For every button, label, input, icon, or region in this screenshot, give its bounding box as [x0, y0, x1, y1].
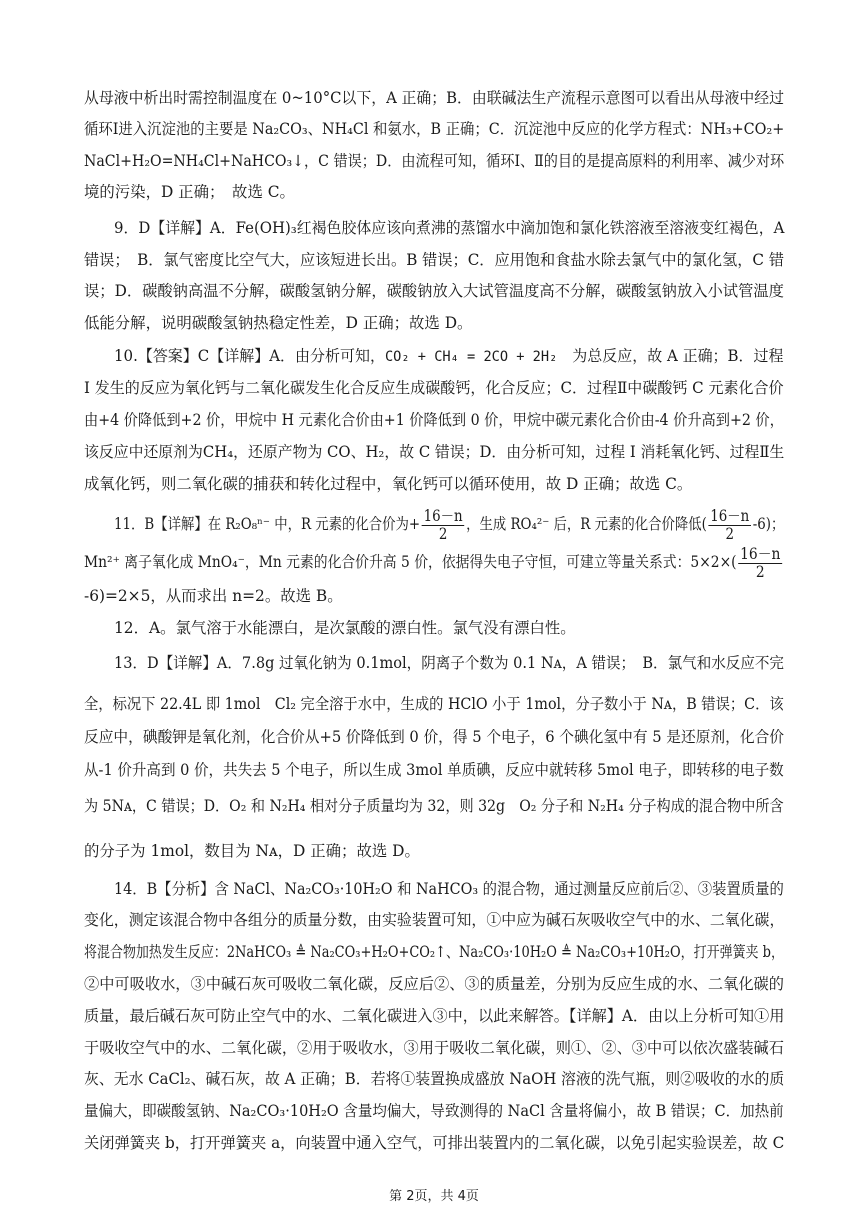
fraction — [738, 546, 782, 581]
text-line: 将混合物加热发生反应：2NaHCO₃ ≜ Na₂CO₃+H₂O+CO₂↑、Na₂CO₃·10H₂O ≜ Na₂CO₃+10H₂O，打开弹簧夹 b， — [84, 943, 784, 961]
text-line: 质量，最后碱石灰可防止空气中的水、二氧化碳进入③中，以此来解答。【详解】A．由以上分析可知①用 — [84, 1007, 785, 1025]
fraction — [422, 508, 464, 543]
answer-11 — [114, 505, 784, 543]
text-line: ②中可吸收水，③中碱石灰可吸收二氧化碳，反应后②、③的质量差，分别为反应生成的水、二氧化碳的 — [84, 975, 784, 993]
text-line: 灰、无水 CaCl₂、碱石灰，故 A 正确；B．若将①装置换成盛放 NaOH 溶液的洗气瓶，则②吸收的水的质 — [84, 1070, 785, 1088]
text-line: -6)=2×5，从而求出 n=2。故选 B。 — [84, 587, 343, 605]
fraction — [709, 508, 751, 543]
fraction-denominator: 2 — [755, 562, 765, 581]
fraction-denominator: 2 — [438, 524, 448, 543]
text-segment: 10.【答案】C【详解】A．由分析可知， — [114, 347, 385, 365]
text-line: NaCl+H₂O=NH₄Cl+NaHCO₃↓，C 错误；D．由流程可知，循环Ⅰ、Ⅱ的目的是提高原料的利用率、减少对环 — [84, 152, 785, 170]
text-line: 为 5Nᴀ，C 错误；D．O₂ 和 N₂H₄ 相对分子质量均为 32，则 32g O₂ 分子和 N₂H₄ 分子构成的混合物中所含 — [84, 797, 784, 815]
text-segment: -6)； — [752, 515, 785, 533]
text-line: 低能分解，说明碳酸氢钠热稳定性差，D 正确；故选 D。 — [84, 314, 473, 332]
answer-9: 9．D【详解】A．Fe(OH)₃红褐色胶体应该向煮沸的蒸馏水中滴加饱和氯化铁溶液至溶液变红褐色，A — [114, 219, 785, 237]
fraction-numerator: 16－n — [423, 506, 463, 525]
answer-12: 12．A。氯气溶于水能漂白，是次氯酸的漂白性。氯气没有漂白性。 — [114, 619, 576, 637]
text-line — [84, 543, 784, 581]
fraction-numerator: 16－n — [740, 544, 781, 563]
text-segment: 11．B【详解】在 R₂O₈ⁿ⁻ 中，R 元素的化合价为+ — [114, 515, 421, 533]
equation: CO₂ + CH₄ = 2CO + 2H₂ — [384, 349, 558, 365]
text-line: 反应中，碘酸钾是氧化剂，化合价从+5 价降低到 0 价，得 5 个电子，6 个碘化氢中有 5 是还原剂，化合价 — [84, 728, 785, 746]
page-footer: 第 2页，共 4页 — [389, 1189, 479, 1204]
fraction-denominator: 2 — [725, 524, 735, 543]
answer-13: 13．D【详解】A．7.8g 过氧化钠为 0.1mol，阴离子个数为 0.1 Nᴀ，A 错误； B．氯气和水反应不完 — [114, 654, 784, 672]
text-line: 由+4 价降低到+2 价，甲烷中 H 元素化合价由+1 价降低到 0 价，甲烷中碳元素化合价由-4 价升高到+2 价， — [84, 411, 784, 429]
fraction-numerator: 16－n — [710, 506, 750, 525]
text-line: 关闭弹簧夹 b，打开弹簧夹 a，向装置中通入空气，可排出装置内的二氧化碳，以免引起实验误差，故 C — [84, 1134, 785, 1152]
text-line: 从母液中析出时需控制温度在 0~10°C以下，A 正确；B．由联碱法生产流程示意图可以看出从母液中经过 — [84, 89, 784, 107]
text-line: 错误； B．氯气密度比空气大，应该短进长出。B 错误；C．应用饱和食盐水除去氯气中的氯化氢，C 错 — [84, 251, 785, 269]
text-line: 循环I进入沉淀池的主要是 Na₂CO₃、NH₄Cl 和氨水，B 正确；C．沉淀池中反应的化学方程式：NH₃+CO₂+ — [84, 120, 785, 138]
answer-10 — [114, 346, 784, 367]
text-line: 成氧化钙，则二氧化碳的捕获和转化过程中，氧化钙可以循环使用，故 D 正确；故选 C。 — [84, 475, 693, 493]
text-line: 于吸收空气中的水、二氧化碳，②用于吸收水，③用于吸收二氧化碳，则①、②、③中可以依次盛装碱石 — [84, 1039, 784, 1057]
text-line: 从-1 价升高到 0 价，共失去 5 个电子，所以生成 3mol 单质碘，反应中就转移 5mol 电子，即转移的电子数 — [84, 761, 784, 779]
text-segment: Mn²⁺ 离子氧化成 MnO₄⁻，Mn 元素的化合价升高 5 价，依据得失电子守恒，可建立等量关系式：5×2×( — [84, 553, 737, 571]
text-line: I 发生的反应为氧化钙与二氧化碳发生化合反应生成碳酸钙，化合反应；C．过程Ⅱ中碳酸钙 C 元素化合价 — [84, 379, 784, 397]
text-line: 全，标况下 22.4L 即 1mol Cl₂ 完全溶于水中，生成的 HClO 小于 1mol，分子数小于 Nᴀ，B 错误；C．该 — [84, 695, 784, 713]
text-segment: ，生成 RO₄²⁻ 后，R 元素的化合价降低( — [466, 515, 707, 533]
answer-14: 14．B【分析】含 NaCl、Na₂CO₃·10H₂O 和 NaHCO₃ 的混合物，通过测量反应前后②、③装置质量的 — [114, 880, 784, 898]
text-line: 境的污染，D 正确； 故选 C。 — [84, 183, 295, 201]
text-line: 该反应中还原剂为CH₄，还原产物为 CO、H₂，故 C 错误；D．由分析可知，过程 I 消耗氧化钙、过程Ⅱ生 — [84, 443, 785, 461]
text-line: 的分子为 1mol，数目为 Nᴀ，D 正确；故选 D。 — [84, 842, 420, 860]
text-line: 变化，测定该混合物中各组分的质量分数，由实验装置可知，①中应为碱石灰吸收空气中的水、二氧化碳， — [84, 911, 785, 929]
text-segment: 为总反应，故 A 正确；B．过程 — [557, 347, 784, 365]
text-line: 量偏大，即碳酸氢钠、Na₂CO₃·10H₂O 含量均偏大，导致测得的 NaCl 含量将偏小，故 B 错误；C．加热前 — [84, 1102, 784, 1120]
text-line: 误；D．碳酸钠高温不分解，碳酸氢钠分解，碳酸钠放入大试管温度高不分解，碳酸氢钠放入小试管温度 — [84, 282, 784, 300]
